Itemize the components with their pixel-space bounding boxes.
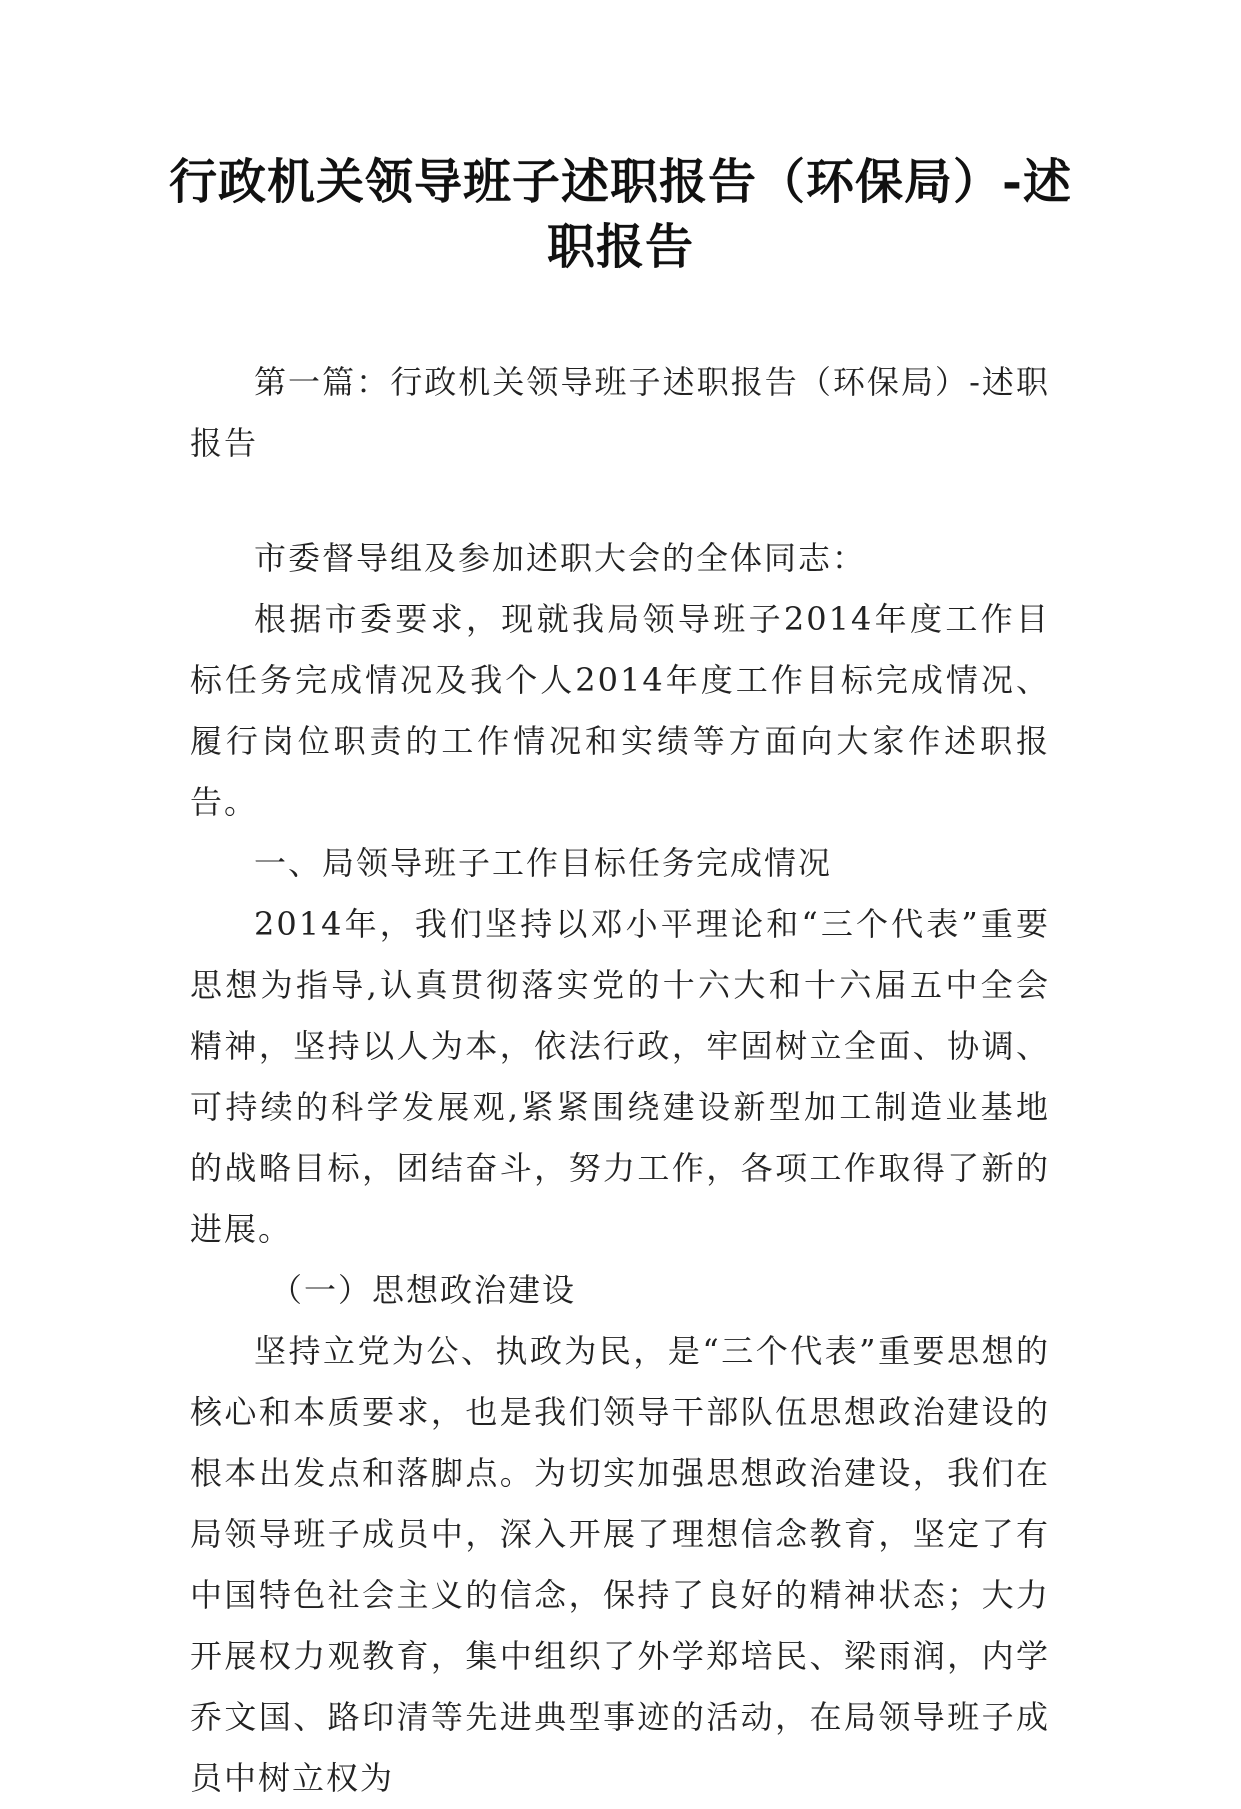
paragraph-ideology: 坚持立党为公、执政为民，是“三个代表”重要思想的核心和本质要求，也是我们领导干部队伍思想政治建设的根本出发点和落脚点。为切实加强思想政治建设，我们在局领导班子成员中，深入开展了理想信念教育，坚定了有中国特色社会主义的信念，保持了良好的精神状态；大力开展权力观教育，集中组织了外学郑培民、梁雨润，内学乔文国、路印清等先进典型事迹的活动，在局领导班子成员中树立权为 xyxy=(190,1332,1050,1797)
chapter-heading: 第一篇：行政机关领导班子述职报告（环保局）-述职报告 xyxy=(190,363,1050,462)
subsection-heading-1: （一）思想政治建设 xyxy=(270,1271,577,1309)
report-body xyxy=(190,528,1050,1809)
section-heading-1: 一、局领导班子工作目标任务完成情况 xyxy=(254,844,833,882)
salutation: 市委督导组及参加述职大会的全体同志： xyxy=(254,539,867,577)
paragraph-intro: 根据市委要求，现就我局领导班子2014年度工作目标任务完成情况及我个人2014年度工作目标完成情况、履行岗位职责的工作情况和实绩等方面向大家作述职报告。 xyxy=(190,600,1050,821)
chapter-section xyxy=(190,352,1050,474)
paragraph-overview: 2014年，我们坚持以邓小平理论和“三个代表”重要思想为指导,认真贯彻落实党的十六大和十六届五中全会精神，坚持以人为本，依法行政，牢固树立全面、协调、可持续的科学发展观,紧紧围绕建设新型加工制造业基地的战略目标，团结奋斗，努力工作，各项工作取得了新的进展。 xyxy=(190,905,1050,1248)
document-title: 行政机关领导班子述职报告（环保局）-述职报告 xyxy=(169,154,1072,275)
